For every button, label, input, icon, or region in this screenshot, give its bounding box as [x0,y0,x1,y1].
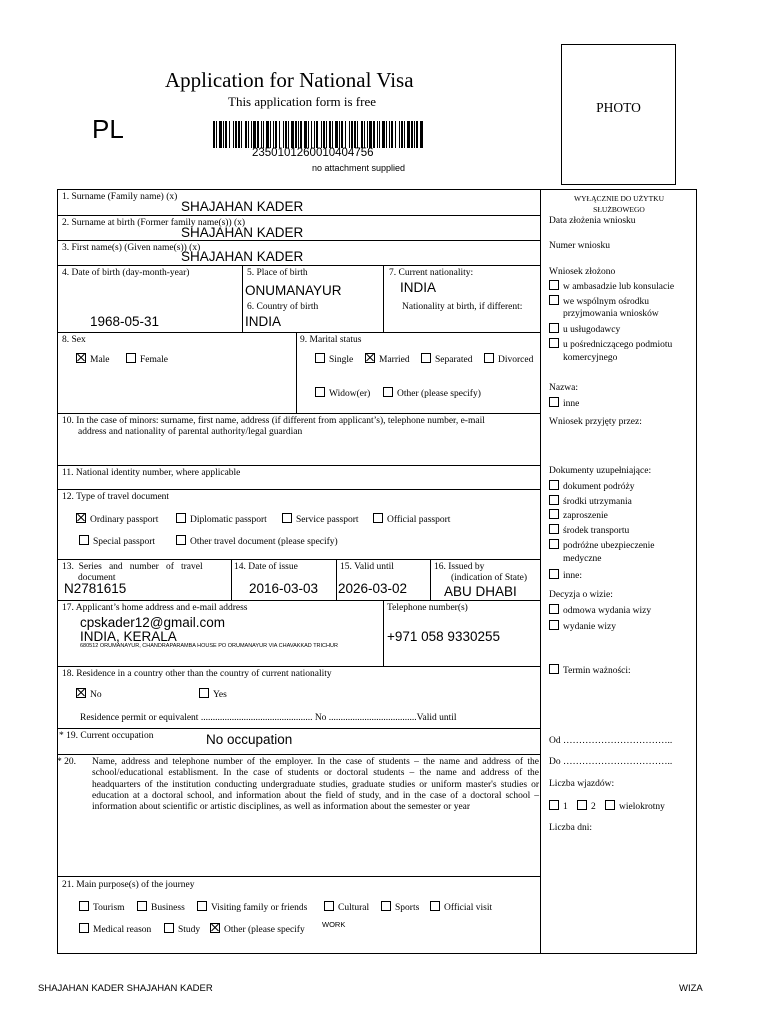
submitted-label: Wniosek złożono [549,267,616,277]
checkbox-icon [549,323,559,333]
checkbox-checked-icon [76,688,86,698]
checkbox-icon [549,539,559,549]
sex-female-option[interactable]: Female [126,353,168,366]
marital-married-option[interactable]: Married [365,353,410,366]
checkbox-checked-icon [76,513,86,523]
entries-2-option[interactable]: 2 [577,800,596,813]
employer-number: * 20. [57,757,76,767]
entries-label: Liczba wjazdów: [549,779,615,789]
residence-label: 18. Residence in a country other than the country of current nationality [62,669,332,679]
purpose-business-option[interactable]: Business [137,901,185,914]
checkbox-icon [324,901,334,911]
country-of-birth-value[interactable]: INDIA [245,314,282,329]
barcode [213,121,421,148]
minors-label-line2: address and nationality of parental authority/legal guardian [78,427,303,437]
purpose-other-option[interactable]: Other (please specify [210,923,305,936]
sex-label: 8. Sex [62,335,86,345]
photo-box [561,44,676,185]
app-number-label: Numer wniosku [549,241,610,251]
checkbox-icon [79,901,89,911]
nationality-value[interactable]: INDIA [400,280,437,295]
submitted-center-option[interactable]: we wspólnym ośrodku [549,295,649,308]
checkbox-icon [197,901,207,911]
surname-value[interactable]: SHAJAHAN KADER [181,199,304,214]
checkbox-icon [549,509,559,519]
checkbox-checked-icon [76,353,86,363]
national-id-label: 11. National identity number, where applicable [62,468,241,478]
valid-from-line: Od …………………………….. [549,736,673,746]
residence-no-option[interactable]: No [76,688,102,701]
country-code: PL [92,114,124,144]
marital-separated-option[interactable]: Separated [421,353,472,366]
accepted-by-label: Wniosek przyjęty przez: [549,417,642,427]
nationality-birth-label: Nationality at birth, if different: [402,302,523,312]
official-heading-line2: SŁUŻBOWEGO [593,205,645,214]
submitted-embassy-option[interactable]: w ambasadzie lub konsulacie [549,280,674,293]
dob-label: 4. Date of birth (day-month-year) [62,268,190,278]
checkbox-icon [164,923,174,933]
doc-insurance-option[interactable]: podróżne ubezpieczenie [549,539,655,552]
purpose-official-option[interactable]: Official visit [430,901,492,914]
doc-travel-option[interactable]: dokument podróży [549,480,635,493]
date-received-label: Data złożenia wniosku [549,216,636,226]
email-value[interactable]: cpskader12@gmail.com [80,615,226,630]
purpose-study-option[interactable]: Study [164,923,200,936]
column-divider [540,189,541,954]
valid-to-line: Do …………………………….. [549,757,673,767]
minors-label-line1: 10. In the case of minors: surname, first name, address (if different from applicant’s), telephone number, e-mail [62,416,485,426]
occupation-label: * 19. Current occupation [59,731,154,741]
checkbox-icon [430,901,440,911]
checkbox-icon [549,280,559,290]
checkbox-icon [282,513,292,523]
checkbox-icon [176,535,186,545]
doc-number-label-line1: 13. Series and number of travel [62,562,203,572]
checkbox-checked-icon [365,353,375,363]
residence-yes-option[interactable]: Yes [199,688,227,701]
checkbox-icon [176,513,186,523]
submitted-other-option[interactable]: inne [549,397,579,410]
purpose-cultural-option[interactable]: Cultural [324,901,369,914]
marital-widow-option[interactable]: Widow(er) [315,387,370,400]
docs-label: Dokumenty uzupełniające: [549,466,652,476]
surname-label: 1. Surname (Family name) (x) [62,192,178,202]
checkbox-icon [549,620,559,630]
marital-status-label: 9. Marital status [300,335,362,345]
checkbox-icon [79,923,89,933]
valid-until-label: 15. Valid until [340,562,394,572]
form-subtitle: This application form is free [228,94,377,109]
purpose-other-value[interactable]: WORK [322,920,346,929]
place-of-birth-value[interactable]: ONUMANAYUR [245,283,342,298]
checkbox-icon [549,295,559,305]
purpose-label: 21. Main purpose(s) of the journey [62,880,195,890]
first-name-label: 3. First name(s) (Given name(s)) (x) [62,243,201,253]
address-detail: 680512 ORUMANAYUR, CHANDRAPARAMBA HOUSE PO ORUMANAYUR VIA CHAVAKKAD TRICHUR [80,643,338,649]
decision-label: Decyzja o wizie: [549,590,613,600]
date-of-issue-value[interactable]: 2016-03-03 [249,581,319,596]
doc-other-option[interactable]: inne: [549,569,582,582]
submitted-intermediary-cont: komercyjnego [563,353,618,363]
issued-by-label-line2: (indication of State) [451,573,527,583]
footer-code: WIZA [679,983,703,994]
name-label: Nazwa: [549,383,579,393]
occupation-value[interactable]: No occupation [206,732,293,747]
travel-doc-type-label: 12. Type of travel document [62,492,170,502]
official-heading [541,193,697,215]
purpose-tourism-option[interactable]: Tourism [79,901,125,914]
marital-divorced-option[interactable]: Divorced [484,353,533,366]
address-value[interactable]: INDIA, KERALA [80,629,177,644]
checkbox-icon [549,664,559,674]
issued-by-label-line1: 16. Issued by [434,562,485,572]
checkbox-icon [549,569,559,579]
sex-male-option[interactable]: Male [76,353,110,366]
photo-label: PHOTO [596,100,641,115]
decision-issue-option[interactable]: wydanie wizy [549,620,616,633]
td-diplomatic-option[interactable]: Diplomatic passport [176,513,267,526]
checkbox-icon [373,513,383,523]
td-service-option[interactable]: Service passport [282,513,359,526]
first-name-value[interactable]: SHAJAHAN KADER [181,249,304,264]
checkbox-icon [383,387,393,397]
barcode-number: 2350101260010404756 [252,147,374,159]
telephone-label: Telephone number(s) [387,603,468,613]
employer-label: Name, address and telephone number of the employer. In the case of students – the name and address of the school/educational establisment. In the case of students or doctoral students – the name and address of the headquarters of the institution conducting undergraduate studies, graduate studies or uniform master's studies or education at a doctoral school, and information about the field of study, and in the case of a doctoral school – information about scientific or artistic disciplines, as well as information about the semester or year [92,757,539,813]
submitted-intermediary-option[interactable]: u pośredniczącego podmiotu [549,338,672,351]
attachment-note: no attachment supplied [312,163,406,173]
entries-multiple-option[interactable]: wielokrotny [605,800,665,813]
place-of-birth-label: 5. Place of birth [247,268,308,278]
issued-by-value[interactable]: ABU DHABI [444,584,517,599]
checkbox-icon [549,604,559,614]
checkbox-icon [381,901,391,911]
telephone-value[interactable]: +971 058 9330255 [387,629,500,644]
doc-transport-option[interactable]: środek transportu [549,524,629,537]
checkbox-icon [315,353,325,363]
checkbox-icon [549,338,559,348]
entries-1-option[interactable]: 1 [549,800,568,813]
home-address-label: 17. Applicant’s home address and e-mail address [62,603,248,613]
date-of-issue-label: 14. Date of issue [234,562,298,572]
checkbox-icon [315,387,325,397]
submitted-provider-option[interactable]: u usługodawcy [549,323,620,336]
checkbox-icon [549,495,559,505]
td-special-option[interactable]: Special passport [79,535,155,548]
checkbox-icon [199,688,209,698]
official-heading-line1: WYŁĄCZNIE DO UŻYTKU [574,194,664,203]
doc-number-value[interactable]: N2781615 [64,581,127,596]
days-label: Liczba dni: [549,823,592,833]
checkbox-icon [549,480,559,490]
doc-insurance-cont: medyczne [563,554,602,564]
purpose-medical-option[interactable]: Medical reason [79,923,151,936]
checkbox-icon [549,800,559,810]
country-of-birth-label: 6. Country of birth [247,302,319,312]
checkbox-icon [484,353,494,363]
checkbox-icon [577,800,587,810]
checkbox-icon [549,524,559,534]
dob-value[interactable]: 1968-05-31 [90,314,160,329]
valid-until-value[interactable]: 2026-03-02 [338,581,408,596]
checkbox-icon [126,353,136,363]
surname-at-birth-value[interactable]: SHAJAHAN KADER [181,225,304,240]
checkbox-icon [79,535,89,545]
td-official-option[interactable]: Official passport [373,513,450,526]
marital-single-option[interactable]: Single [315,353,353,366]
checkbox-checked-icon [210,923,220,933]
purpose-sports-option[interactable]: Sports [381,901,419,914]
checkbox-icon [421,353,431,363]
doc-funds-option[interactable]: środki utrzymania [549,495,632,508]
checkbox-icon [605,800,615,810]
submitted-center-cont: przyjmowania wniosków [563,309,659,319]
doc-number-label-line2: document [78,573,116,583]
decision-refuse-option[interactable]: odmowa wydania wizy [549,604,651,617]
nationality-label: 7. Current nationality: [389,268,474,278]
form-title: Application for National Visa [165,68,414,92]
td-ordinary-option[interactable]: Ordinary passport [76,513,158,526]
surname-at-birth-label: 2. Surname at birth (Former family name(s)) (x) [62,218,246,228]
checkbox-icon [137,901,147,911]
residence-permit-line: Residence permit or equivalent ............................................... No .....................................Valid until [80,713,457,723]
td-other-option[interactable]: Other travel document (please specify) [176,535,338,548]
checkbox-icon [549,397,559,407]
purpose-visiting-option[interactable]: Visiting family or friends [197,901,307,914]
footer-name: SHAJAHAN KADER SHAJAHAN KADER [38,983,213,994]
validity-option[interactable]: Termin ważności: [549,664,631,677]
marital-other-option[interactable]: Other (please specify) [383,387,481,400]
doc-invitation-option[interactable]: zaproszenie [549,509,608,522]
